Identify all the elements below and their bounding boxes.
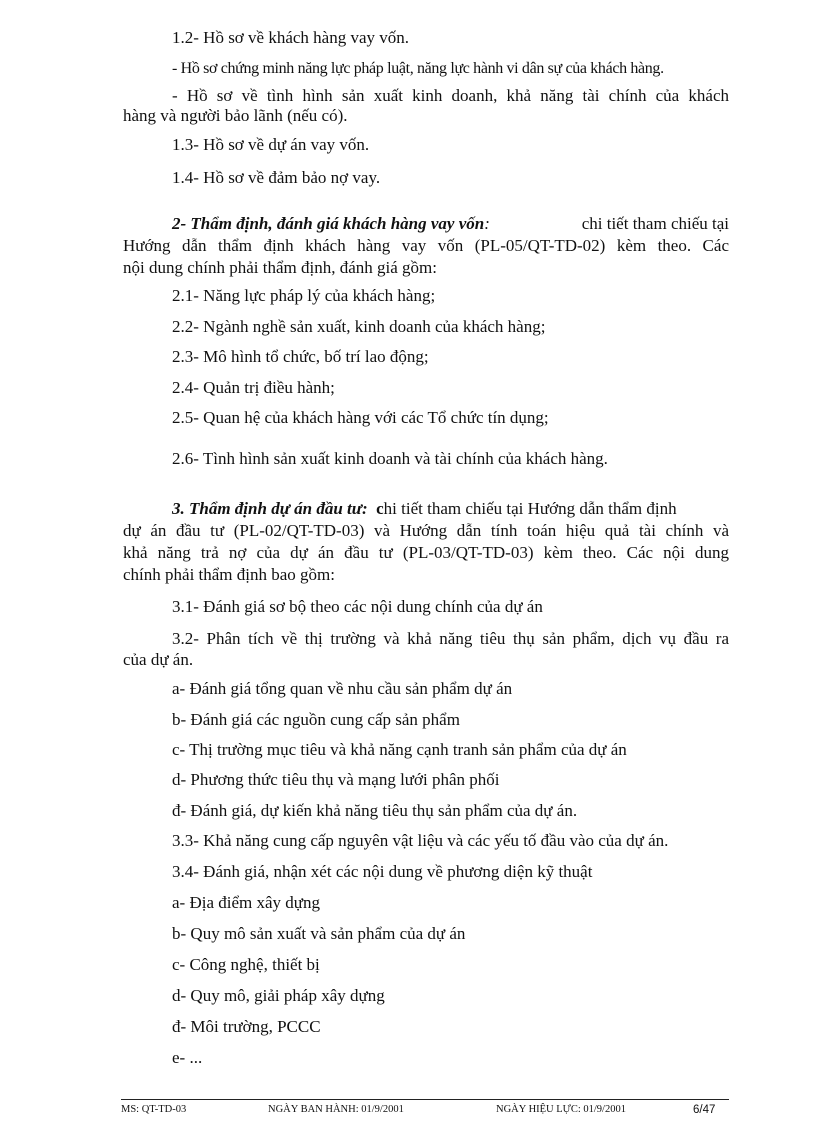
tech-item-e: e- ... [172, 1048, 203, 1067]
item-3-2-line1: 3.2- Phân tích về thị trường và khả năng tiêu thụ sản phẩm, dịch vụ đầu ra [172, 629, 729, 648]
section-3-intro-bold-c: c [376, 499, 384, 518]
tech-item-b: b- Quy mô sản xuất và sản phẩm của dự án [172, 924, 466, 943]
market-item-a: a- Đánh giá tổng quan về nhu cầu sản phẩm dự án [172, 679, 513, 698]
item-2-6: 2.6- Tình hình sản xuất kinh doanh và tài chính của khách hàng. [172, 449, 608, 468]
section-3-heading: 3. Thẩm định dự án đầu tư: [172, 499, 368, 518]
section-2-intro-line2: Hướng dẫn thẩm định khách hàng vay vốn (PL-05/QT-TD-02) kèm theo. Các [123, 236, 729, 255]
footer-page-number: 6/47 [693, 1104, 716, 1116]
tech-item-c: c- Công nghệ, thiết bị [172, 955, 320, 974]
footer-code: MS: QT-TD-03 [121, 1104, 187, 1115]
section-2-intro-line3: nội dung chính phải thẩm định, đánh giá gồm: [123, 258, 437, 277]
tech-item-a: a- Địa điểm xây dựng [172, 893, 321, 912]
market-item-d: d- Phương thức tiêu thụ và mạng lưới phân phối [172, 770, 500, 789]
footer-issue-date: NGÀY BAN HÀNH: 01/9/2001 [268, 1104, 404, 1115]
item-3-3: 3.3- Khả năng cung cấp nguyên vật liệu và các yếu tố đầu vào của dự án. [172, 831, 669, 850]
section-2-intro-line1 [172, 212, 729, 236]
market-item-dd: đ- Đánh giá, dự kiến khả năng tiêu thụ sản phẩm của dự án. [172, 801, 578, 820]
section-3-intro-line1 [172, 497, 729, 521]
item-finance-docs-line1: - Hồ sơ về tình hình sản xuất kinh doanh, khả năng tài chính của khách [172, 86, 729, 105]
item-legal-docs: - Hồ sơ chứng minh năng lực pháp luật, năng lực hành vi dân sự của khách hàng. [172, 60, 664, 77]
item-finance-docs-line2: hàng và người bảo lãnh (nếu có). [123, 106, 348, 125]
market-item-b: b- Đánh giá các nguồn cung cấp sản phẩm [172, 710, 460, 729]
footer-divider [121, 1099, 729, 1100]
item-2-2: 2.2- Ngành nghề sản xuất, kinh doanh của khách hàng; [172, 317, 546, 336]
item-2-4: 2.4- Quản trị điều hành; [172, 378, 335, 397]
section-3-intro-line3: khả năng trả nợ của dự án đầu tư (PL-03/QT-TD-03) kèm theo. Các nội dung [123, 543, 729, 562]
tech-item-d: d- Quy mô, giải pháp xây dựng [172, 986, 385, 1005]
item-3-2-line2: của dự án. [123, 650, 194, 669]
item-1-2: 1.2- Hồ sơ về khách hàng vay vốn. [172, 28, 410, 47]
section-2-intro-rest: chi tiết tham chiếu tại [581, 214, 729, 233]
item-3-4: 3.4- Đánh giá, nhận xét các nội dung về phương diện kỹ thuật [172, 862, 593, 881]
item-1-3: 1.3- Hồ sơ về dự án vay vốn. [172, 135, 370, 154]
footer-effective-date: NGÀY HIỆU LỰC: 01/9/2001 [496, 1104, 626, 1115]
item-3-1: 3.1- Đánh giá sơ bộ theo các nội dung chính của dự án [172, 597, 543, 616]
section-2-heading: 2- Thẩm định, đánh giá khách hàng vay vốn [172, 214, 485, 233]
section-2-heading-colon: : [484, 214, 490, 233]
section-3-intro-rest: hi tiết tham chiếu tại Hướng dẫn thẩm định [383, 499, 677, 518]
section-3-intro-line2: dự án đầu tư (PL-02/QT-TD-03) và Hướng dẫn tính toán hiệu quả tài chính và [123, 521, 729, 540]
item-2-3: 2.3- Mô hình tổ chức, bố trí lao động; [172, 347, 429, 366]
section-3-intro-line4: chính phải thẩm định bao gồm: [123, 565, 335, 584]
item-2-5: 2.5- Quan hệ của khách hàng với các Tổ chức tín dụng; [172, 408, 549, 427]
market-item-c: c- Thị trường mục tiêu và khả năng cạnh tranh sản phẩm của dự án [172, 740, 627, 759]
item-1-4: 1.4- Hồ sơ về đảm bảo nợ vay. [172, 168, 381, 187]
item-2-1: 2.1- Năng lực pháp lý của khách hàng; [172, 286, 436, 305]
tech-item-dd: đ- Môi trường, PCCC [172, 1017, 321, 1036]
